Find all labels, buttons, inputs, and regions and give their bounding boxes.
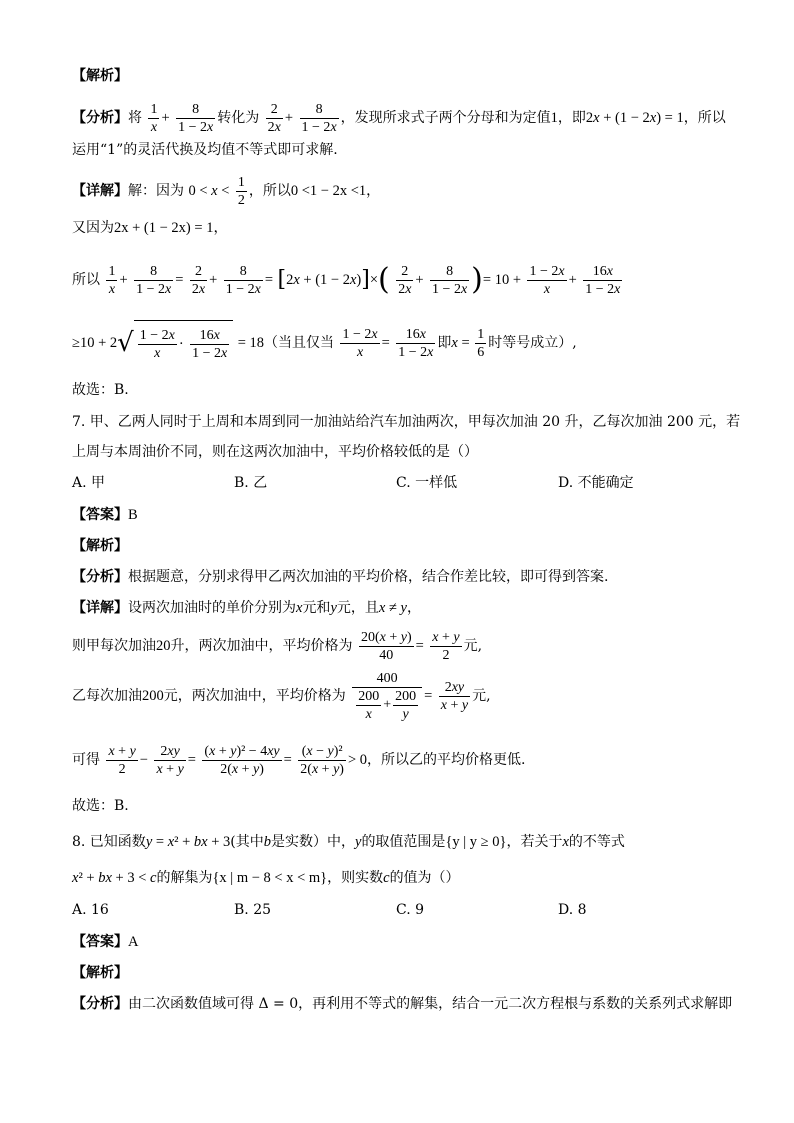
- q8-option-c: C. 9: [396, 902, 425, 918]
- q6-analysis-line2: 运用“1”的灵活代换及均值不等式即可求解.: [72, 142, 338, 158]
- q8-analysis: 【分析】由二次函数值域可得 Δ = 0，再利用不等式的解集，结合一元二次方程根与系数的关系列式求解即: [72, 996, 733, 1012]
- q8-answer-line: 【答案】A: [72, 934, 139, 950]
- analysis-label: 【分析】: [72, 110, 128, 126]
- fraction: $\frac{1}{x}$: [150, 101, 158, 135]
- q7-jia-line: 则甲每次加油20升，两次加油中，平均价格为 $\frac{20(x + y)}{40}$ = $\frac{x + y}{2}$ 元,: [72, 629, 483, 663]
- q8-option-d: D. 8: [558, 902, 587, 918]
- q6-equation-line: 所以 $\frac{1}{x}$ + $\frac{8}{1 - 2x}$ = $\frac{2}{2x}$ + $\frac{8}{1 - 2x}$ = [2x + (1 − 2x)]×( $\frac{2}{2x}$ + $\frac{8}{1 - 2x}$ )= 10 + $\frac{1 - 2x}{x}$ + $\frac{16x}{1 - 2x}$: [72, 262, 621, 297]
- q8-option-b: B. 25: [234, 902, 272, 918]
- q6-answer: 故选：B.: [72, 382, 129, 398]
- q7-answer: 故选：B.: [72, 798, 129, 814]
- q8-stem-line2: x² + bx + 3 < c的解集为{x | m − 8 < x < m}，则实数c的值为（）: [72, 870, 460, 886]
- fraction: $\frac{8}{1 - 2x}$: [178, 101, 214, 135]
- q7-stem-line2: 上周与本周油价不同，则在这两次加油中，平均价格较低的是（）: [72, 444, 478, 460]
- q6-detail-line1: 【详解】解：因为 0 < x < $\frac{1}{2}$ ，所以0 <1 − 2x <1，: [72, 174, 381, 208]
- square-root: √ $\frac{1 - 2x}{x}$ · $\frac{16x}{1 - 2x}$: [117, 320, 233, 366]
- q6-inequality-line: ≥10 + 2√ $\frac{1 - 2x}{x}$ · $\frac{16x}{1 - 2x}$ = 18（当且仅当 $\frac{1 - 2x}{x}$ = $\frac{16x}{1 - 2x}$ 即x = $\frac{1}{6}$ 时等号成立）,: [72, 320, 734, 364]
- q7-yi-line: 乙每次加油200元，两次加油中，平均价格为 400 $\frac{200}{x}$ + $\frac{200}{y}$ = $\frac{2xy}{x + y}$ 元,: [72, 670, 491, 722]
- section-header-jiexi: 【解析】: [72, 965, 128, 981]
- q7-option-a: A. 甲: [72, 475, 106, 491]
- fraction: $\frac{2}{2x}$: [267, 101, 281, 135]
- q7-stem-line1: 7. 甲、乙两人同时于上周和本周到同一加油站给汽车加油两次，甲每次加油 20 升，乙每次加油 200 元，若: [72, 414, 741, 430]
- fraction: $\frac{1}{2}$: [237, 174, 245, 208]
- q8-stem-line1: 8. 已知函数y = x² + bx + 3(其中b是实数）中，y的取值范围是{y | y ≥ 0}，若关于x的不等式: [72, 834, 625, 850]
- q7-option-d: D. 不能确定: [558, 475, 634, 491]
- q7-analysis: 【分析】根据题意，分别求得甲乙两次加油的平均价格，结合作差比较，即可得到答案.: [72, 569, 609, 585]
- q6-analysis-line1: 【分析】将 $\frac{1}{x}$ + $\frac{8}{1 - 2x}$ 转化为 $\frac{2}{2x}$ + $\frac{8}{1 - 2x}$ ，发现所求式子两个分母和为定值1，即2x + (1 − 2x) = 1，所以: [72, 101, 726, 135]
- q7-option-c: C. 一样低: [396, 475, 458, 491]
- q7-option-b: B. 乙: [234, 475, 268, 491]
- q6-detail-line2: 又因为2x + (1 − 2x) = 1，: [72, 220, 228, 236]
- fraction: $\frac{8}{1 - 2x}$: [301, 101, 337, 135]
- q7-compare-line: 可得 $\frac{x + y}{2}$ − $\frac{2xy}{x + y}$ = $\frac{\text{(x + y)² − 4xy}}{2(x + y)}$ = $\frac{\text{(x − y)²}}{2(x + y)}$ > 0，所以乙的平均价格更低.: [72, 743, 526, 777]
- q7-answer-line: 【答案】B: [72, 507, 138, 523]
- q7-detail-line1: 【详解】设两次加油时的单价分别为x元和y元，且x ≠ y，: [72, 600, 421, 616]
- q8-option-a: A. 16: [72, 902, 109, 918]
- section-header-jiexi: 【解析】: [72, 68, 128, 84]
- section-header-jiexi: 【解析】: [72, 538, 128, 554]
